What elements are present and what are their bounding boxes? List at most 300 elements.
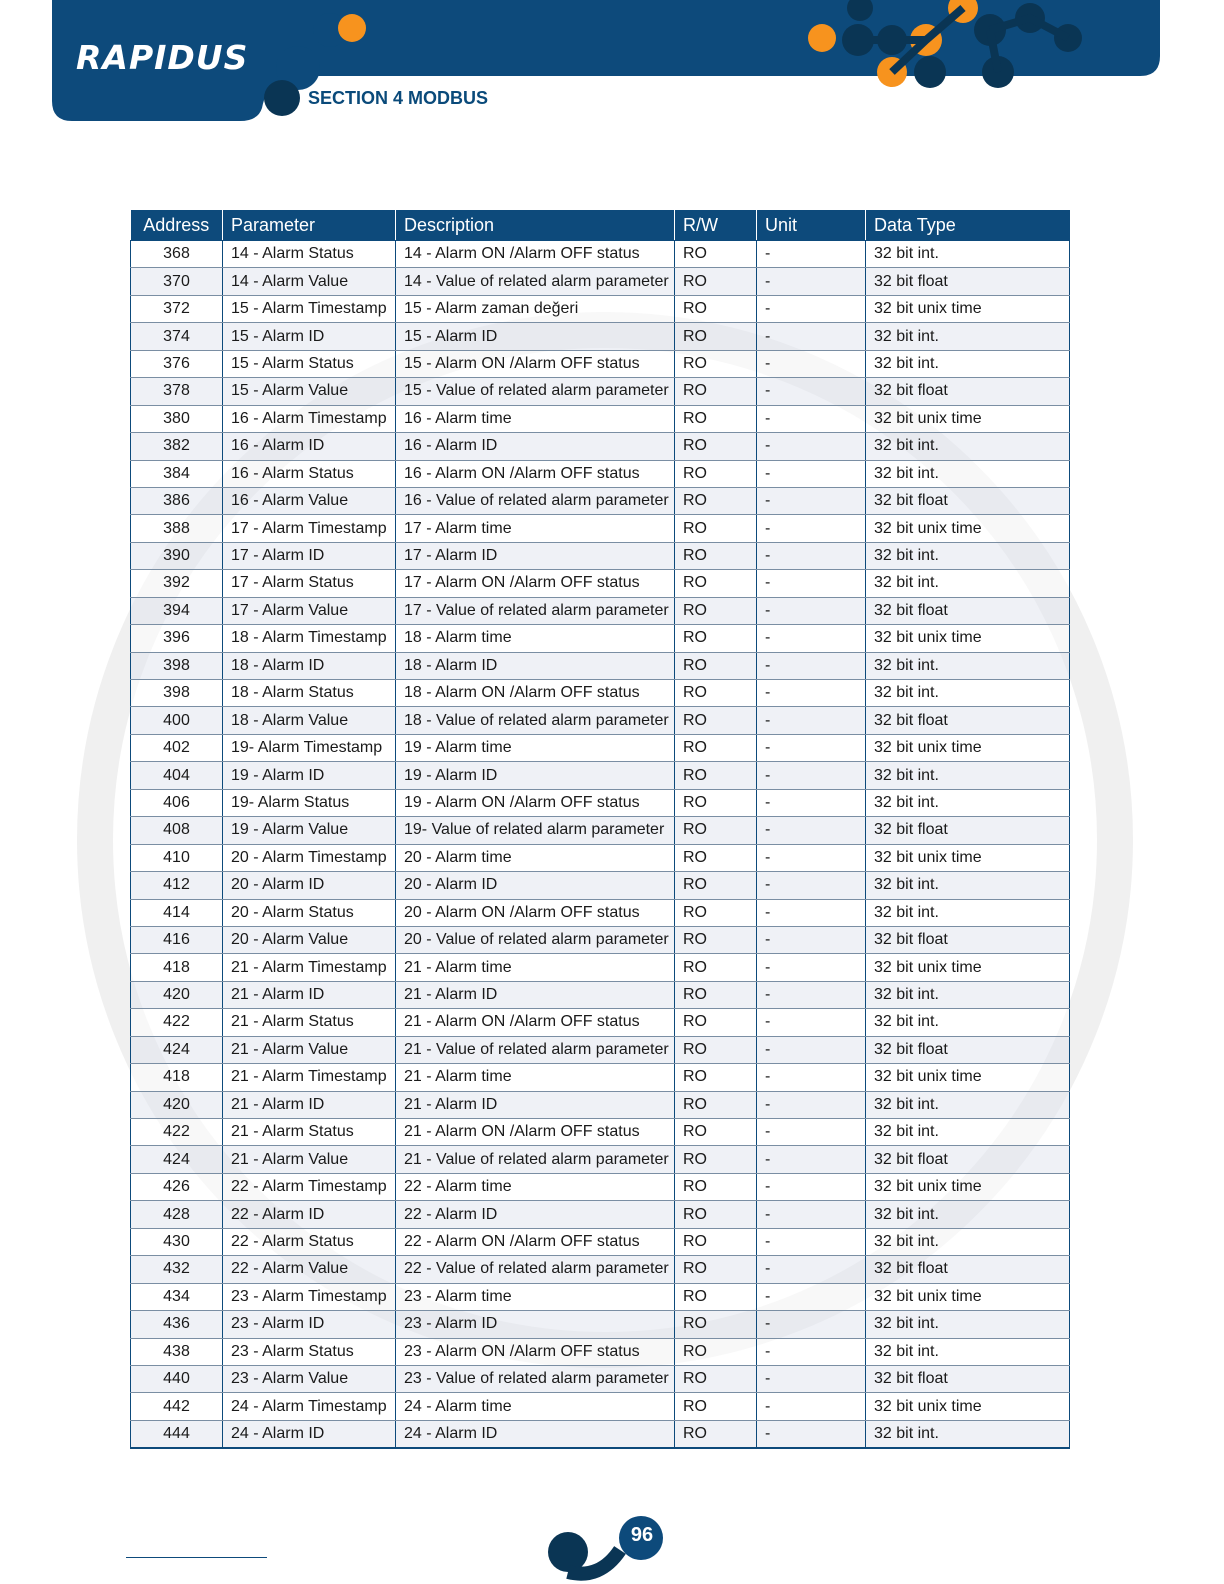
- rw-cell: RO: [675, 707, 757, 734]
- column-header-description: Description: [396, 210, 675, 241]
- address-cell: 432: [131, 1256, 223, 1283]
- description-cell: 19 - Alarm time: [396, 734, 675, 761]
- rw-cell: RO: [675, 542, 757, 569]
- rw-cell: RO: [675, 1201, 757, 1228]
- unit-cell: -: [757, 1173, 866, 1200]
- table-row: [131, 542, 1070, 569]
- parameter-cell: 20 - Alarm Value: [223, 926, 396, 953]
- page-number: 96: [630, 1524, 654, 1546]
- data-type-cell: 32 bit int.: [866, 460, 1070, 487]
- address-cell: 370: [131, 268, 223, 295]
- address-cell: 418: [131, 1064, 223, 1091]
- unit-cell: -: [757, 1201, 866, 1228]
- column-header-address: Address: [131, 210, 223, 241]
- unit-cell: -: [757, 817, 866, 844]
- description-cell: 21 - Alarm ON /Alarm OFF status: [396, 1119, 675, 1146]
- unit-cell: -: [757, 1338, 866, 1365]
- table-body: [131, 241, 1070, 1449]
- data-type-cell: 32 bit float: [866, 707, 1070, 734]
- address-cell: 372: [131, 295, 223, 322]
- description-cell: 14 - Alarm ON /Alarm OFF status: [396, 241, 675, 268]
- description-cell: 20 - Alarm ON /Alarm OFF status: [396, 899, 675, 926]
- address-cell: 442: [131, 1393, 223, 1420]
- rw-cell: RO: [675, 433, 757, 460]
- data-type-cell: 32 bit float: [866, 1146, 1070, 1173]
- address-cell: 392: [131, 570, 223, 597]
- address-cell: 398: [131, 680, 223, 707]
- unit-cell: -: [757, 652, 866, 679]
- table-row: [131, 899, 1070, 926]
- data-type-cell: 32 bit int.: [866, 1311, 1070, 1338]
- parameter-cell: 22 - Alarm ID: [223, 1201, 396, 1228]
- rw-cell: RO: [675, 872, 757, 899]
- rw-cell: RO: [675, 487, 757, 514]
- data-type-cell: 32 bit int.: [866, 570, 1070, 597]
- address-cell: 426: [131, 1173, 223, 1200]
- table-row: [131, 405, 1070, 432]
- parameter-cell: 16 - Alarm Timestamp: [223, 405, 396, 432]
- unit-cell: -: [757, 981, 866, 1008]
- address-cell: 420: [131, 1091, 223, 1118]
- parameter-cell: 21 - Alarm Value: [223, 1146, 396, 1173]
- column-header-unit: Unit: [757, 210, 866, 241]
- parameter-cell: 18 - Alarm Timestamp: [223, 625, 396, 652]
- unit-cell: -: [757, 1119, 866, 1146]
- description-cell: 23 - Value of related alarm parameter: [396, 1365, 675, 1392]
- footer-divider: [126, 1557, 267, 1558]
- address-cell: 438: [131, 1338, 223, 1365]
- address-cell: 396: [131, 625, 223, 652]
- description-cell: 21 - Value of related alarm parameter: [396, 1036, 675, 1063]
- unit-cell: -: [757, 872, 866, 899]
- rw-cell: RO: [675, 1311, 757, 1338]
- table-row: [131, 570, 1070, 597]
- table-row: [131, 652, 1070, 679]
- table-row: [131, 1173, 1070, 1200]
- modbus-register-table: [130, 210, 1070, 1449]
- unit-cell: -: [757, 323, 866, 350]
- data-type-cell: 32 bit unix time: [866, 405, 1070, 432]
- unit-cell: -: [757, 350, 866, 377]
- header-dot: [264, 80, 300, 116]
- data-type-cell: 32 bit int.: [866, 323, 1070, 350]
- header-dot: [338, 14, 366, 42]
- unit-cell: -: [757, 899, 866, 926]
- table-row: [131, 1036, 1070, 1063]
- address-cell: 390: [131, 542, 223, 569]
- rw-cell: RO: [675, 680, 757, 707]
- description-cell: 24 - Alarm ID: [396, 1420, 675, 1448]
- description-cell: 17 - Alarm ON /Alarm OFF status: [396, 570, 675, 597]
- data-type-cell: 32 bit int.: [866, 1091, 1070, 1118]
- table-row: [131, 954, 1070, 981]
- unit-cell: -: [757, 734, 866, 761]
- address-cell: 388: [131, 515, 223, 542]
- description-cell: 15 - Alarm zaman değeri: [396, 295, 675, 322]
- address-cell: 386: [131, 487, 223, 514]
- header-dot: [914, 56, 946, 88]
- address-cell: 410: [131, 844, 223, 871]
- parameter-cell: 24 - Alarm Timestamp: [223, 1393, 396, 1420]
- parameter-cell: 23 - Alarm Value: [223, 1365, 396, 1392]
- description-cell: 23 - Alarm ON /Alarm OFF status: [396, 1338, 675, 1365]
- description-cell: 21 - Alarm ID: [396, 981, 675, 1008]
- rw-cell: RO: [675, 1064, 757, 1091]
- address-cell: 398: [131, 652, 223, 679]
- data-type-cell: 32 bit int.: [866, 350, 1070, 377]
- rw-cell: RO: [675, 295, 757, 322]
- data-type-cell: 32 bit unix time: [866, 1283, 1070, 1310]
- address-cell: 422: [131, 1009, 223, 1036]
- data-type-cell: 32 bit unix time: [866, 515, 1070, 542]
- rw-cell: RO: [675, 1338, 757, 1365]
- description-cell: 18 - Value of related alarm parameter: [396, 707, 675, 734]
- description-cell: 20 - Alarm ID: [396, 872, 675, 899]
- rw-cell: RO: [675, 762, 757, 789]
- data-type-cell: 32 bit int.: [866, 1228, 1070, 1255]
- table-row: [131, 1009, 1070, 1036]
- data-type-cell: 32 bit float: [866, 487, 1070, 514]
- parameter-cell: 18 - Alarm ID: [223, 652, 396, 679]
- address-cell: 376: [131, 350, 223, 377]
- description-cell: 17 - Alarm ID: [396, 542, 675, 569]
- unit-cell: -: [757, 433, 866, 460]
- table-row: [131, 680, 1070, 707]
- brand-logo: RAPIDUS: [76, 38, 249, 77]
- description-cell: 18 - Alarm ID: [396, 652, 675, 679]
- unit-cell: -: [757, 789, 866, 816]
- description-cell: 16 - Value of related alarm parameter: [396, 487, 675, 514]
- unit-cell: -: [757, 1311, 866, 1338]
- parameter-cell: 21 - Alarm Timestamp: [223, 954, 396, 981]
- table-row: [131, 789, 1070, 816]
- data-type-cell: 32 bit int.: [866, 652, 1070, 679]
- parameter-cell: 16 - Alarm Value: [223, 487, 396, 514]
- unit-cell: -: [757, 926, 866, 953]
- unit-cell: -: [757, 844, 866, 871]
- description-cell: 19- Value of related alarm parameter: [396, 817, 675, 844]
- data-type-cell: 32 bit int.: [866, 433, 1070, 460]
- parameter-cell: 18 - Alarm Value: [223, 707, 396, 734]
- table-row: [131, 515, 1070, 542]
- description-cell: 22 - Alarm ID: [396, 1201, 675, 1228]
- rw-cell: RO: [675, 378, 757, 405]
- unit-cell: -: [757, 570, 866, 597]
- parameter-cell: 18 - Alarm Status: [223, 680, 396, 707]
- description-cell: 16 - Alarm time: [396, 405, 675, 432]
- table-row: [131, 817, 1070, 844]
- data-type-cell: 32 bit unix time: [866, 1064, 1070, 1091]
- rw-cell: RO: [675, 268, 757, 295]
- data-type-cell: 32 bit int.: [866, 899, 1070, 926]
- unit-cell: -: [757, 295, 866, 322]
- unit-cell: -: [757, 1393, 866, 1420]
- data-type-cell: 32 bit unix time: [866, 844, 1070, 871]
- description-cell: 22 - Value of related alarm parameter: [396, 1256, 675, 1283]
- unit-cell: -: [757, 954, 866, 981]
- unit-cell: -: [757, 707, 866, 734]
- parameter-cell: 19- Alarm Status: [223, 789, 396, 816]
- parameter-cell: 19- Alarm Timestamp: [223, 734, 396, 761]
- unit-cell: -: [757, 1146, 866, 1173]
- address-cell: 374: [131, 323, 223, 350]
- data-type-cell: 32 bit int.: [866, 1119, 1070, 1146]
- parameter-cell: 21 - Alarm Status: [223, 1009, 396, 1036]
- description-cell: 20 - Value of related alarm parameter: [396, 926, 675, 953]
- description-cell: 23 - Alarm time: [396, 1283, 675, 1310]
- rw-cell: RO: [675, 1420, 757, 1448]
- address-cell: 414: [131, 899, 223, 926]
- table-row: [131, 981, 1070, 1008]
- parameter-cell: 24 - Alarm ID: [223, 1420, 396, 1448]
- data-type-cell: 32 bit float: [866, 1036, 1070, 1063]
- description-cell: 18 - Alarm time: [396, 625, 675, 652]
- unit-cell: -: [757, 241, 866, 268]
- parameter-cell: 14 - Alarm Value: [223, 268, 396, 295]
- description-cell: 21 - Value of related alarm parameter: [396, 1146, 675, 1173]
- section-title: SECTION 4 MODBUS: [308, 88, 489, 108]
- table-row: [131, 1393, 1070, 1420]
- table-row: [131, 1201, 1070, 1228]
- rw-cell: RO: [675, 625, 757, 652]
- table-row: [131, 707, 1070, 734]
- address-cell: 384: [131, 460, 223, 487]
- unit-cell: -: [757, 680, 866, 707]
- parameter-cell: 21 - Alarm ID: [223, 1091, 396, 1118]
- parameter-cell: 23 - Alarm Timestamp: [223, 1283, 396, 1310]
- rw-cell: RO: [675, 1393, 757, 1420]
- parameter-cell: 23 - Alarm Status: [223, 1338, 396, 1365]
- description-cell: 19 - Alarm ON /Alarm OFF status: [396, 789, 675, 816]
- address-cell: 430: [131, 1228, 223, 1255]
- description-cell: 19 - Alarm ID: [396, 762, 675, 789]
- table-row: [131, 241, 1070, 268]
- rw-cell: RO: [675, 350, 757, 377]
- table-row: [131, 378, 1070, 405]
- rw-cell: RO: [675, 1228, 757, 1255]
- unit-cell: -: [757, 460, 866, 487]
- parameter-cell: 21 - Alarm Status: [223, 1119, 396, 1146]
- description-cell: 21 - Alarm ON /Alarm OFF status: [396, 1009, 675, 1036]
- address-cell: 428: [131, 1201, 223, 1228]
- unit-cell: -: [757, 1064, 866, 1091]
- header-dot: [808, 24, 836, 52]
- table-row: [131, 1365, 1070, 1392]
- rw-cell: RO: [675, 844, 757, 871]
- table-row: [131, 433, 1070, 460]
- address-cell: 440: [131, 1365, 223, 1392]
- data-type-cell: 32 bit unix time: [866, 1173, 1070, 1200]
- table-header-row: [131, 210, 1070, 241]
- data-type-cell: 32 bit int.: [866, 1420, 1070, 1448]
- address-cell: 382: [131, 433, 223, 460]
- unit-cell: -: [757, 515, 866, 542]
- rw-cell: RO: [675, 515, 757, 542]
- data-type-cell: 32 bit int.: [866, 789, 1070, 816]
- table-row: [131, 762, 1070, 789]
- table-row: [131, 1256, 1070, 1283]
- rw-cell: RO: [675, 1119, 757, 1146]
- rw-cell: RO: [675, 981, 757, 1008]
- rw-cell: RO: [675, 1091, 757, 1118]
- unit-cell: -: [757, 1256, 866, 1283]
- address-cell: 424: [131, 1146, 223, 1173]
- unit-cell: -: [757, 378, 866, 405]
- description-cell: 16 - Alarm ID: [396, 433, 675, 460]
- parameter-cell: 16 - Alarm ID: [223, 433, 396, 460]
- parameter-cell: 21 - Alarm Value: [223, 1036, 396, 1063]
- parameter-cell: 22 - Alarm Timestamp: [223, 1173, 396, 1200]
- parameter-cell: 20 - Alarm Timestamp: [223, 844, 396, 871]
- table-row: [131, 1311, 1070, 1338]
- unit-cell: -: [757, 1283, 866, 1310]
- rw-cell: RO: [675, 1036, 757, 1063]
- data-type-cell: 32 bit unix time: [866, 1393, 1070, 1420]
- data-type-cell: 32 bit float: [866, 926, 1070, 953]
- table-row: [131, 1091, 1070, 1118]
- rw-cell: RO: [675, 926, 757, 953]
- table-row: [131, 487, 1070, 514]
- parameter-cell: 22 - Alarm Value: [223, 1256, 396, 1283]
- unit-cell: -: [757, 1365, 866, 1392]
- address-cell: 402: [131, 734, 223, 761]
- parameter-cell: 21 - Alarm Timestamp: [223, 1064, 396, 1091]
- rw-cell: RO: [675, 652, 757, 679]
- table-row: [131, 734, 1070, 761]
- column-header-rw: R/W: [675, 210, 757, 241]
- unit-cell: -: [757, 405, 866, 432]
- data-type-cell: 32 bit unix time: [866, 734, 1070, 761]
- rw-cell: RO: [675, 1283, 757, 1310]
- table-row: [131, 1228, 1070, 1255]
- data-type-cell: 32 bit float: [866, 378, 1070, 405]
- unit-cell: -: [757, 597, 866, 624]
- rw-cell: RO: [675, 1256, 757, 1283]
- data-type-cell: 32 bit unix time: [866, 954, 1070, 981]
- description-cell: 22 - Alarm ON /Alarm OFF status: [396, 1228, 675, 1255]
- unit-cell: -: [757, 268, 866, 295]
- address-cell: 412: [131, 872, 223, 899]
- address-cell: 380: [131, 405, 223, 432]
- address-cell: 404: [131, 762, 223, 789]
- parameter-cell: 16 - Alarm Status: [223, 460, 396, 487]
- parameter-cell: 14 - Alarm Status: [223, 241, 396, 268]
- table-row: [131, 1146, 1070, 1173]
- table-row: [131, 597, 1070, 624]
- table-row: [131, 460, 1070, 487]
- description-cell: 17 - Value of related alarm parameter: [396, 597, 675, 624]
- description-cell: 21 - Alarm time: [396, 1064, 675, 1091]
- description-cell: 22 - Alarm time: [396, 1173, 675, 1200]
- description-cell: 20 - Alarm time: [396, 844, 675, 871]
- data-type-cell: 32 bit unix time: [866, 295, 1070, 322]
- description-cell: 18 - Alarm ON /Alarm OFF status: [396, 680, 675, 707]
- description-cell: 14 - Value of related alarm parameter: [396, 268, 675, 295]
- description-cell: 15 - Alarm ON /Alarm OFF status: [396, 350, 675, 377]
- rw-cell: RO: [675, 241, 757, 268]
- description-cell: 15 - Value of related alarm parameter: [396, 378, 675, 405]
- address-cell: 406: [131, 789, 223, 816]
- table-row: [131, 1283, 1070, 1310]
- parameter-cell: 17 - Alarm Value: [223, 597, 396, 624]
- rw-cell: RO: [675, 460, 757, 487]
- unit-cell: -: [757, 542, 866, 569]
- description-cell: 23 - Alarm ID: [396, 1311, 675, 1338]
- table-row: [131, 926, 1070, 953]
- parameter-cell: 21 - Alarm ID: [223, 981, 396, 1008]
- parameter-cell: 17 - Alarm Timestamp: [223, 515, 396, 542]
- table-row: [131, 844, 1070, 871]
- address-cell: 444: [131, 1420, 223, 1448]
- parameter-cell: 19 - Alarm ID: [223, 762, 396, 789]
- unit-cell: -: [757, 625, 866, 652]
- address-cell: 408: [131, 817, 223, 844]
- parameter-cell: 15 - Alarm Status: [223, 350, 396, 377]
- data-type-cell: 32 bit float: [866, 597, 1070, 624]
- parameter-cell: 20 - Alarm ID: [223, 872, 396, 899]
- rw-cell: RO: [675, 899, 757, 926]
- address-cell: 420: [131, 981, 223, 1008]
- address-cell: 424: [131, 1036, 223, 1063]
- rw-cell: RO: [675, 1009, 757, 1036]
- parameter-cell: 15 - Alarm ID: [223, 323, 396, 350]
- description-cell: 21 - Alarm time: [396, 954, 675, 981]
- address-cell: 416: [131, 926, 223, 953]
- parameter-cell: 17 - Alarm Status: [223, 570, 396, 597]
- data-type-cell: 32 bit int.: [866, 1009, 1070, 1036]
- address-cell: 418: [131, 954, 223, 981]
- rw-cell: RO: [675, 1173, 757, 1200]
- data-type-cell: 32 bit int.: [866, 1201, 1070, 1228]
- parameter-cell: 22 - Alarm Status: [223, 1228, 396, 1255]
- parameter-cell: 23 - Alarm ID: [223, 1311, 396, 1338]
- address-cell: 400: [131, 707, 223, 734]
- rw-cell: RO: [675, 734, 757, 761]
- data-type-cell: 32 bit int.: [866, 981, 1070, 1008]
- rw-cell: RO: [675, 570, 757, 597]
- table-row: [131, 1420, 1070, 1448]
- parameter-cell: 20 - Alarm Status: [223, 899, 396, 926]
- address-cell: 378: [131, 378, 223, 405]
- table-row: [131, 350, 1070, 377]
- footer-page-badge: [540, 1510, 680, 1584]
- table-row: [131, 323, 1070, 350]
- data-type-cell: 32 bit int.: [866, 542, 1070, 569]
- table-row: [131, 625, 1070, 652]
- rw-cell: RO: [675, 1146, 757, 1173]
- address-cell: 436: [131, 1311, 223, 1338]
- description-cell: 21 - Alarm ID: [396, 1091, 675, 1118]
- rw-cell: RO: [675, 323, 757, 350]
- table-row: [131, 1338, 1070, 1365]
- parameter-cell: 19 - Alarm Value: [223, 817, 396, 844]
- data-type-cell: 32 bit float: [866, 817, 1070, 844]
- unit-cell: -: [757, 1228, 866, 1255]
- data-type-cell: 32 bit int.: [866, 762, 1070, 789]
- description-cell: 24 - Alarm time: [396, 1393, 675, 1420]
- parameter-cell: 15 - Alarm Timestamp: [223, 295, 396, 322]
- unit-cell: -: [757, 487, 866, 514]
- data-type-cell: 32 bit int.: [866, 680, 1070, 707]
- address-cell: 434: [131, 1283, 223, 1310]
- address-cell: 394: [131, 597, 223, 624]
- unit-cell: -: [757, 1420, 866, 1448]
- rw-cell: RO: [675, 789, 757, 816]
- data-type-cell: 32 bit int.: [866, 872, 1070, 899]
- rw-cell: RO: [675, 597, 757, 624]
- description-cell: 16 - Alarm ON /Alarm OFF status: [396, 460, 675, 487]
- data-type-cell: 32 bit int.: [866, 241, 1070, 268]
